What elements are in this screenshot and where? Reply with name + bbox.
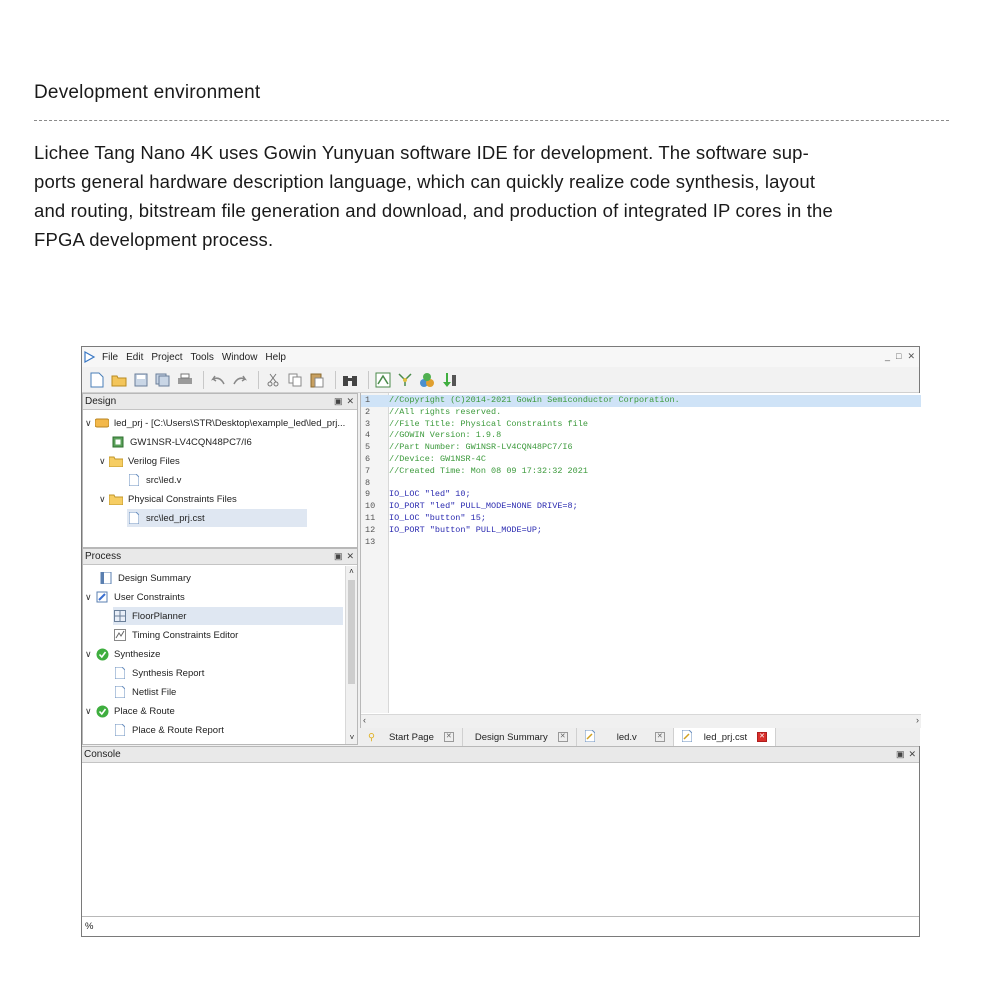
tree-item-led-prj-cst[interactable] [127,509,307,527]
process-scrollbar[interactable] [345,566,357,744]
menu-tools[interactable]: Tools [190,351,214,363]
close-icon[interactable]: ✕ [558,732,568,742]
console-title: Console [84,749,121,760]
chevron-down-icon[interactable]: ∨ [85,648,92,659]
scroll-left-icon[interactable]: ‹ [363,715,366,725]
process-synthesis-report[interactable] [113,664,204,682]
panel-controls [334,396,354,407]
project-icon [95,417,109,429]
console-input[interactable] [82,916,919,936]
file-icon [127,474,141,486]
tree-item-label: Synthesize [114,648,161,660]
toolbar-separator [335,371,336,389]
tree-item-label: Place & Route Report [132,724,224,736]
code-line[interactable] [361,537,921,549]
code-text: IO_LOC "button" 15; [389,513,486,523]
tree-item-label: src\led_prj.cst [146,512,205,524]
process-timing-constraints[interactable] [113,626,238,644]
line-number: 13 [365,536,376,547]
tree-item-label: FloorPlanner [132,610,187,622]
edit-file-icon [585,730,595,745]
code-line[interactable] [361,442,921,454]
code-text: //Device: GW1NSR-4C [389,454,486,464]
panel-controls [334,551,354,562]
save-icon[interactable] [132,371,150,389]
timing-icon [113,629,127,641]
line-number: 5 [365,442,371,453]
tree-item-project[interactable] [85,414,345,432]
process-place-route-report[interactable] [113,721,224,739]
place-route-icon[interactable] [396,371,414,389]
close-icon[interactable]: ✕ [346,396,354,406]
chevron-down-icon[interactable]: ∨ [99,493,106,504]
process-netlist-file[interactable] [113,683,176,701]
undo-icon[interactable] [209,371,227,389]
start-page-icon: ⚲ [368,731,375,743]
tree-item-label: Place & Route [114,705,175,717]
file-icon [127,512,141,524]
toolbar-separator [258,371,259,389]
folder-icon [109,455,123,467]
console-prompt: % [85,921,94,932]
tree-item-verilog-files[interactable] [99,452,180,470]
tree-item-label: Physical Constraints Files [128,493,237,505]
code-text: //All rights reserved. [389,406,502,417]
redo-icon[interactable] [231,371,249,389]
editor-tabs [360,728,920,746]
panel-controls [896,749,916,760]
tab-label: led.v [616,731,637,743]
process-panel [82,548,358,745]
code-text: //Copyright (C)2014-2021 Gowin Semiconductor Corporation. [389,395,680,405]
tab-start-page[interactable] [360,728,463,746]
line-number: 10 [365,501,376,512]
tree-item-constraints-files[interactable] [99,490,237,508]
folder-icon [109,493,123,505]
menu-project[interactable]: Project [151,351,183,363]
line-number: 2 [365,406,371,417]
tree-item-device[interactable] [111,433,252,451]
close-icon[interactable]: ✕ [444,732,454,742]
process-panel-title: Process [85,551,122,562]
app-icon [84,351,96,363]
toolbar-separator [203,371,204,389]
floorplanner-icon [113,610,127,622]
line-number: 4 [365,430,371,441]
menu-window[interactable]: Window [221,351,258,363]
code-editor[interactable] [360,393,920,729]
copy-icon[interactable] [286,371,304,389]
line-number: 12 [365,524,376,535]
design-panel-title: Design [85,396,117,407]
tree-item-label: Design Summary [118,572,191,584]
tab-label: led_prj.cst [703,731,748,743]
tree-item-label: src\led.v [146,474,182,486]
code-line[interactable] [361,419,921,431]
tree-item-label: GW1NSR-LV4CQN48PC7/I6 [130,436,252,448]
file-icon [113,724,127,736]
tree-item-led-v[interactable] [127,471,181,489]
code-text: //File Title: Physical Constraints file [389,418,588,429]
paste-icon[interactable] [308,371,326,389]
code-text: //Created Time: Mon 08 09 17:32:32 2021 [389,465,588,476]
chevron-down-icon[interactable]: ∨ [85,591,92,602]
tree-item-label: Verilog Files [128,455,180,467]
chip-icon [111,436,125,448]
line-number: 3 [365,418,371,429]
minimize-icon[interactable]: _ [885,351,891,361]
report-icon [99,572,113,584]
paragraph-line: Lichee Tang Nano 4K uses Gowin Yunyuan software IDE for development. The software sup- [34,142,809,163]
chevron-down-icon[interactable]: ∨ [99,455,106,466]
process-panel-header [83,549,357,565]
code-line[interactable] [361,430,921,442]
code-line[interactable] [361,454,921,466]
save-all-icon[interactable] [154,371,172,389]
close-icon[interactable]: ✕ [346,551,354,561]
ip-core-icon[interactable] [418,371,436,389]
tree-item-label: led_prj - [C:\Users\STR\Desktop\example_led\led_prj... [114,417,346,429]
code-line[interactable] [361,478,921,490]
tab-label: Start Page [388,731,434,743]
section-heading: Development environment [34,82,261,103]
tree-item-label: Synthesis Report [132,667,205,679]
print-icon[interactable] [176,371,194,389]
console-output [82,764,919,914]
tree-item-label: User Constraints [114,591,185,603]
dashed-divider [34,120,949,121]
code-line[interactable] [361,489,921,501]
window-controls [885,351,915,362]
constraints-icon [95,591,109,603]
console-panel [82,746,919,936]
process-synthesize[interactable] [85,645,160,663]
code-line[interactable] [361,407,921,419]
design-panel [82,393,358,548]
line-number: 8 [365,477,371,488]
find-icon[interactable] [341,371,359,389]
cut-icon[interactable] [264,371,282,389]
scroll-up-icon[interactable]: ˄ [349,567,354,576]
console-header [82,747,919,763]
process-design-summary[interactable] [99,569,191,587]
program-device-icon[interactable] [440,371,458,389]
file-icon [113,667,127,679]
scroll-down-icon[interactable]: ˅ [349,733,355,742]
restore-icon[interactable]: □ [896,351,902,361]
code-line[interactable] [361,513,921,525]
close-icon[interactable]: ✕ [757,732,767,742]
file-icon [113,686,127,698]
scroll-thumb[interactable] [348,580,355,684]
code-line[interactable] [361,525,921,537]
process-user-constraints[interactable] [85,588,185,606]
code-text: IO_LOC "led" 10; [389,489,471,500]
tree-item-label: Netlist File [132,686,177,698]
line-number: 9 [365,489,371,500]
check-circle-icon [95,648,109,660]
menu-help[interactable]: Help [265,351,286,363]
tab-led-v[interactable] [577,728,674,746]
toolbar [82,367,919,393]
code-text: IO_PORT "led" PULL_MODE=NONE DRIVE=8; [389,501,578,512]
scroll-right-icon[interactable]: › [916,715,919,725]
close-icon[interactable]: ✕ [907,351,915,361]
paragraph-line: and routing, bitstream file generation and download, and production of integrated IP cores in the [34,200,833,221]
code-line[interactable] [361,395,921,407]
code-text: //Part Number: GW1NSR-LV4CQN48PC7/I6 [389,442,573,453]
check-circle-icon [95,705,109,717]
tab-design-summary[interactable] [463,728,577,746]
process-floorplanner[interactable] [113,607,343,625]
float-icon[interactable]: ▣ [333,396,343,406]
tab-led-prj-cst[interactable] [674,728,776,746]
close-icon[interactable]: ✕ [908,749,916,759]
menu-file[interactable]: File [102,351,119,363]
new-file-icon[interactable] [88,371,106,389]
close-icon[interactable]: ✕ [655,732,665,742]
process-place-route[interactable] [85,702,175,720]
ide-window [81,346,920,937]
code-line[interactable] [361,466,921,478]
horizontal-scrollbar[interactable] [361,714,921,728]
chevron-down-icon[interactable]: ∨ [85,705,92,716]
line-number: 11 [365,513,376,523]
paragraph-line: FPGA development process. [34,229,274,250]
edit-file-icon [682,730,692,745]
tree-item-label: Timing Constraints Editor [132,629,239,641]
line-number: 1 [365,395,371,405]
synthesize-icon[interactable] [374,371,392,389]
tab-label: Design Summary [474,731,548,743]
code-line[interactable] [361,501,921,513]
toolbar-separator [368,371,369,389]
line-number: 6 [365,454,371,464]
code-text: //GOWIN Version: 1.9.8 [389,430,502,441]
chevron-down-icon[interactable]: ∨ [85,417,92,428]
float-icon[interactable]: ▣ [895,749,905,759]
menu-bar [82,347,919,367]
line-number: 7 [365,465,371,476]
design-panel-header [83,394,357,410]
code-text: IO_PORT "button" PULL_MODE=UP; [389,524,543,535]
open-folder-icon[interactable] [110,371,128,389]
float-icon[interactable]: ▣ [333,551,343,561]
paragraph-line: ports general hardware description language, which can quickly realize code synthesis, layout [34,171,816,192]
menu-edit[interactable]: Edit [126,351,144,363]
intro-paragraph [34,138,984,254]
